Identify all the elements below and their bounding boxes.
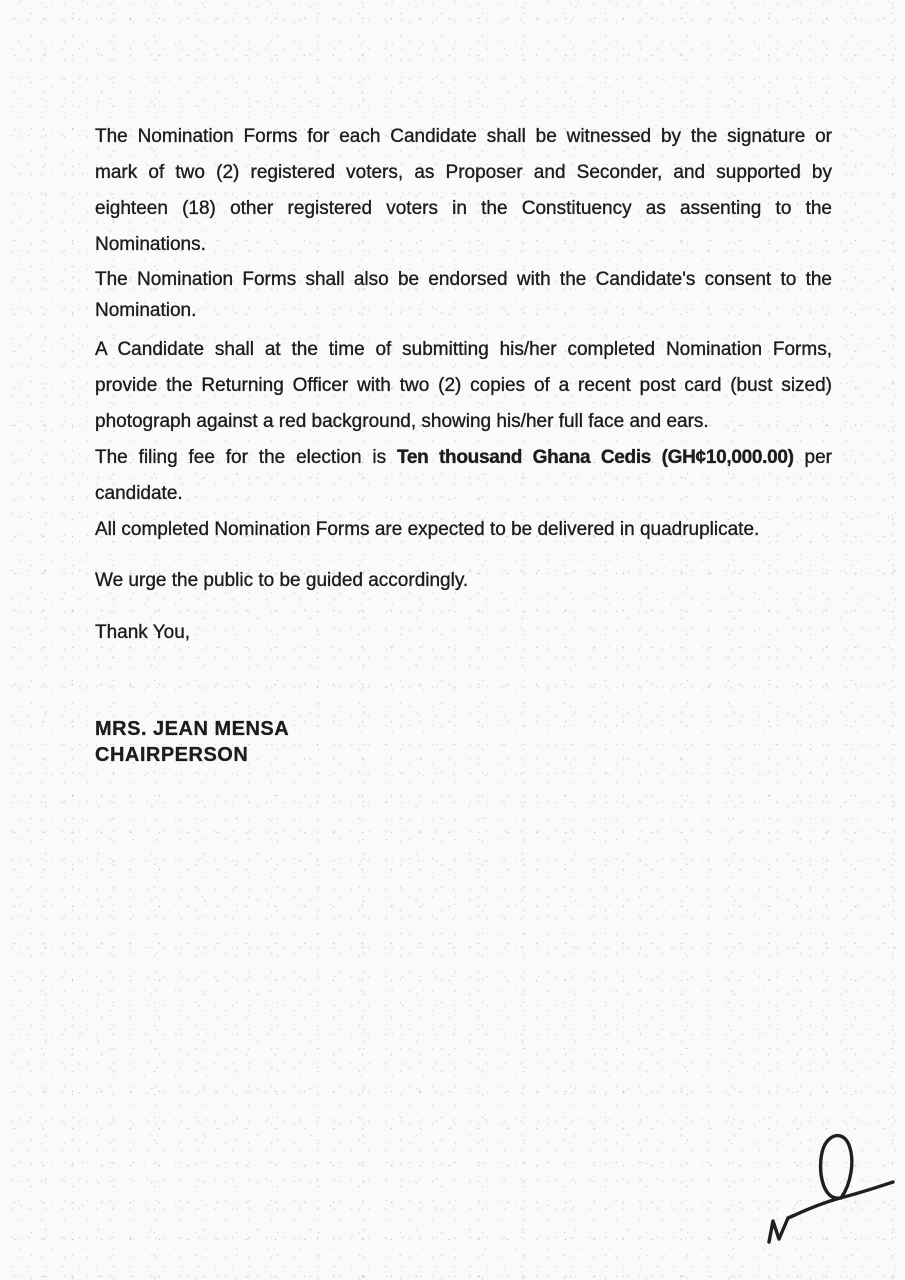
- text-line: eighteen (18) other registered voters in the Constituency as assenting to the: [95, 198, 832, 219]
- text-line: photograph against a red background, showing his/her full face and ears.: [95, 411, 709, 432]
- signatory-title: CHAIRPERSON: [95, 744, 249, 766]
- text-line: Nominations.: [95, 234, 206, 255]
- paragraph-witness-requirement: [95, 119, 832, 263]
- filing-fee-line-1: [95, 440, 832, 476]
- paragraph-guidance: We urge the public to be guided accordingly.: [95, 570, 469, 591]
- text-line: The Nomination Forms shall also be endorsed with the Candidate's consent to the: [95, 269, 832, 290]
- text-line: provide the Returning Officer with two (2) copies of a recent post card (bust sized): [95, 375, 832, 396]
- signature-block: [95, 716, 832, 768]
- paragraph-quadruplicate: All completed Nomination Forms are expected to be delivered in quadruplicate.: [95, 519, 760, 540]
- text-line: mark of two (2) registered voters, as Proposer and Seconder, and supported by: [95, 162, 832, 183]
- paragraph-filing-fee: [95, 440, 832, 512]
- filing-fee-amount: Ten thousand Ghana Cedis (GH¢10,000.00): [397, 447, 794, 468]
- letter-body: [95, 119, 832, 768]
- paragraph-photograph-requirement: [95, 332, 832, 440]
- text-line: The Nomination Forms for each Candidate shall be witnessed by the signature or: [95, 126, 832, 147]
- filing-fee-prefix: The filing fee for the election is: [95, 447, 397, 468]
- signatory-name: MRS. JEAN MENSA: [95, 718, 290, 740]
- paragraph-candidate-consent: [95, 264, 832, 326]
- text-line: Nomination.: [95, 300, 197, 321]
- filing-fee-line-2: candidate.: [95, 483, 183, 504]
- text-line: A Candidate shall at the time of submitting his/her completed Nomination Forms,: [95, 339, 832, 360]
- closing-thank-you: Thank You,: [95, 622, 191, 643]
- signature-pen-mark-icon: [742, 1108, 905, 1263]
- filing-fee-suffix: per: [793, 447, 833, 468]
